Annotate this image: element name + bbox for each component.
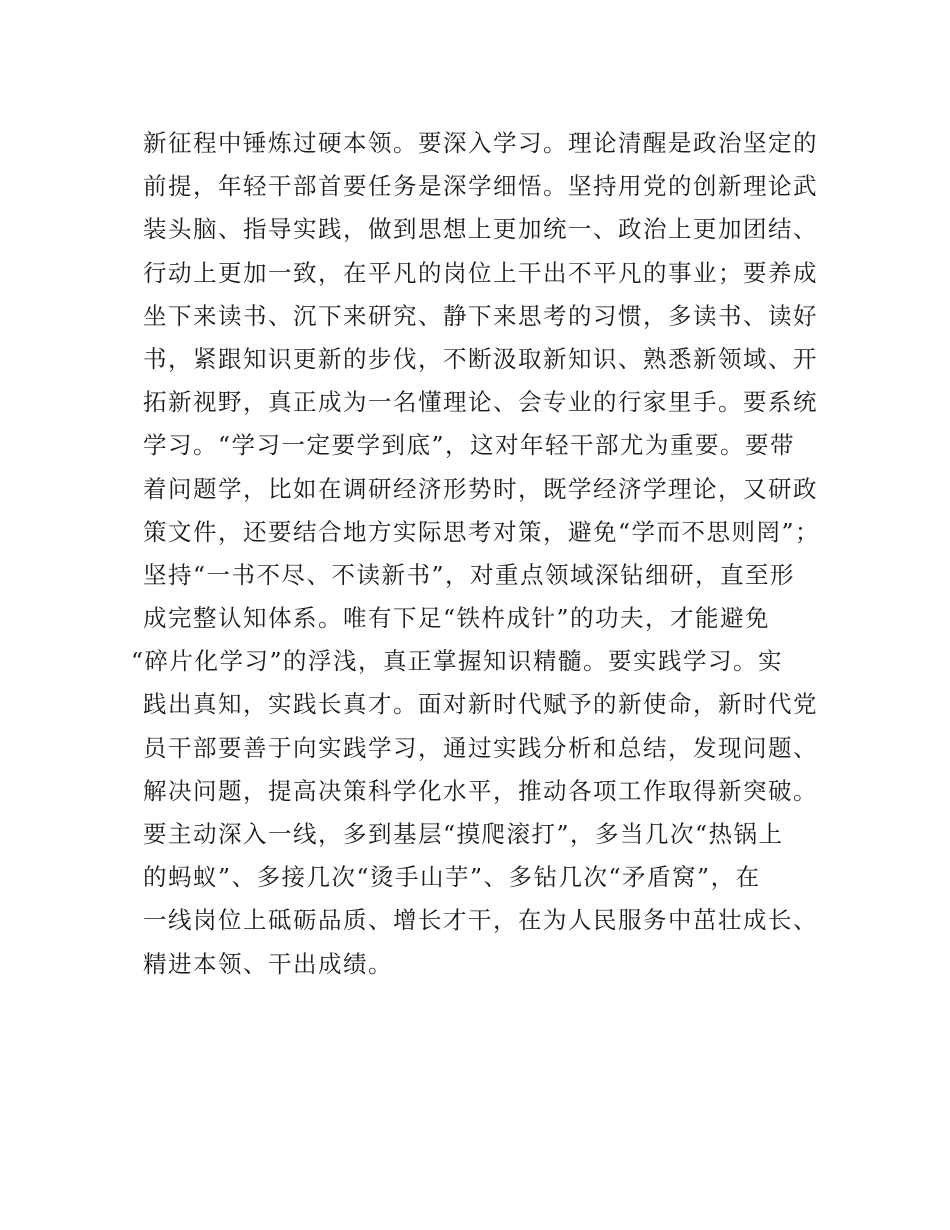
- text-line: 要主动深入一线，多到基层“摸爬滚打”，多当几次“热锅上: [143, 820, 784, 848]
- text-line: 新征程中锤炼过硬本领。要深入学习。理论清醒是政治坚定的: [143, 129, 818, 157]
- text-line: 坐下来读书、沉下来研究、静下来思考的习惯，多读书、读好: [143, 301, 818, 330]
- text-line: 一线岗位上砥砺品质、增长才干，在为人民服务中茁壮成长、: [143, 906, 818, 935]
- text-line: 学习。“学习一定要学到底”，这对年轻干部尤为重要。要带: [143, 431, 796, 460]
- text-line: 成完整认知体系。唯有下足“铁杵成针”的功夫，才能避免: [143, 604, 771, 633]
- text-line: 行动上更加一致，在平凡的岗位上干出不平凡的事业；要养成: [143, 258, 818, 287]
- text-line: 拓新视野，真正成为一名懂理论、会专业的行家里手。要系统: [143, 388, 818, 417]
- text-line: 前提，年轻干部首要任务是深学细悟。坚持用党的创新理论武: [143, 172, 818, 201]
- text-line: “碎片化学习”的浮浅，真正掌握知识精髓。要实践学习。实: [131, 647, 784, 676]
- text-line: 书，紧跟知识更新的步伐，不断汲取新知识、熟悉新领域、开: [143, 344, 818, 373]
- text-line: 解决问题，提高决策科学化水平，推动各项工作取得新突破。: [143, 776, 818, 805]
- text-line: 坚持“一书不尽、不读新书”，对重点领域深钻细研，直至形: [143, 560, 796, 589]
- text-line: 着问题学，比如在调研经济形势时，既学经济学理论，又研政: [143, 474, 818, 503]
- text-line: 装头脑、指导实践，做到思想上更加统一、政治上更加团结、: [143, 215, 818, 244]
- text-line: 员干部要善于向实践学习，通过实践分析和总结，发现问题、: [143, 733, 818, 762]
- text-line: 的蚂蚁”、多接几次“烫手山芋”、多钻几次“矛盾窝”，在: [143, 863, 761, 892]
- text-line: 精进本领、干出成绩。: [143, 949, 393, 978]
- body-paragraph: [131, 122, 823, 986]
- text-line: 践出真知，实践长真才。面对新时代赋予的新使命，新时代党: [143, 690, 818, 719]
- text-line: 策文件，还要结合地方实际思考对策，避免“学而不思则罔”；: [143, 517, 821, 546]
